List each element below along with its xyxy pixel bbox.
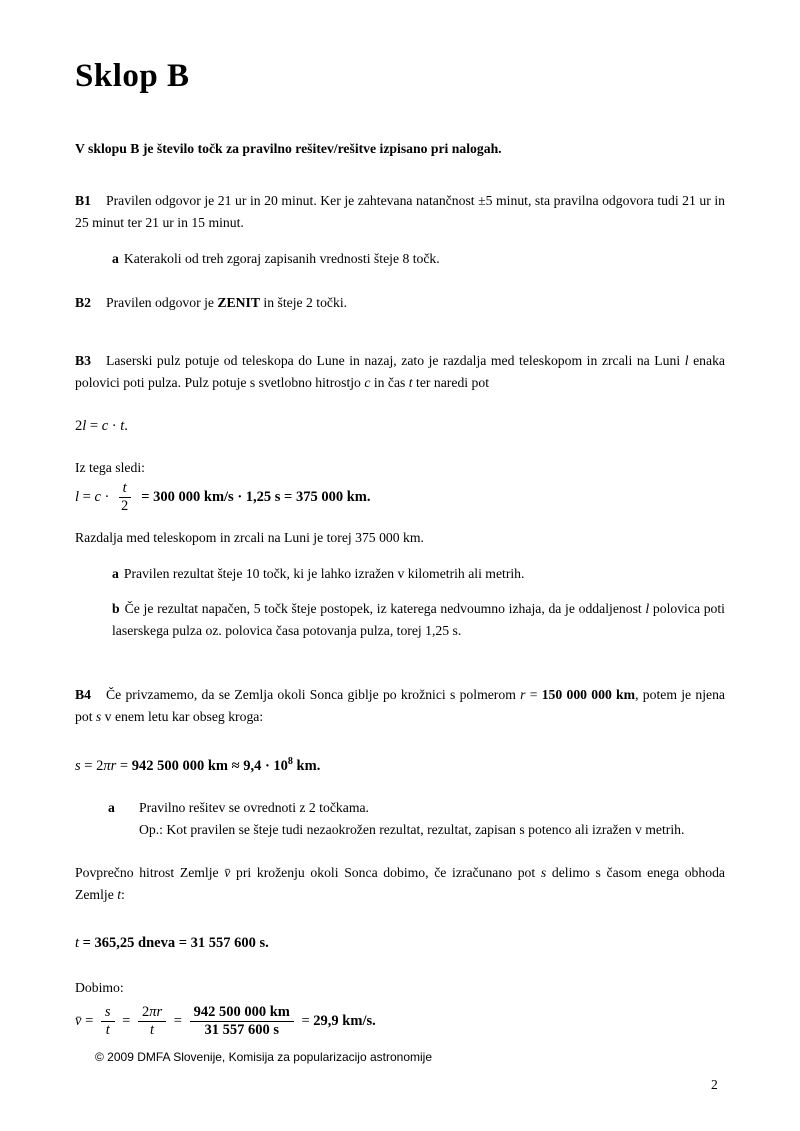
var-s: s (75, 757, 81, 774)
b1-text: Pravilen odgovor je 21 ur in 20 minut. Ker je zahtevana natančnost ±5 minut, sta pravilna odgovora tudi 21 ur in 25 minut ter 21 ur in 15 minut. (75, 193, 725, 230)
unit-km: km. (292, 757, 321, 774)
b3-text-4: ter naredi pot (412, 375, 490, 390)
b4-label: B4 (75, 686, 91, 702)
b3-item-a-label: a (112, 565, 119, 581)
b3-label: B3 (75, 353, 91, 368)
b3-paragraph (75, 350, 725, 394)
copyright-footer: © 2009 DMFA Slovenije, Komisija za popularizacijo astronomije (95, 1050, 433, 1064)
formula-l-result (75, 480, 725, 516)
b3-item-b-label: b (112, 600, 120, 616)
b4-text-1: Če privzamemo, da se Zemlja okoli Sonca giblje po krožnici s polmerom (106, 686, 521, 702)
fraction-2pir-over-t (138, 1004, 166, 1040)
b3-item-b-text-1: Če je rezultat napačen, 5 točk šteje postopek, iz katerega nedvoumno izhaja, da je oddaljenost (124, 600, 646, 616)
b2-answer: ZENIT (217, 295, 260, 310)
b2-text-pre: Pravilen odgovor je (106, 295, 218, 310)
equals: = (118, 1012, 134, 1029)
b4-lead-text: Dobimo: (75, 979, 124, 995)
fraction-numerator: t (119, 480, 131, 498)
equals: = (81, 1012, 97, 1029)
equals: = (525, 686, 542, 702)
pi-r: πr (149, 1003, 163, 1020)
var-t: t (408, 375, 413, 390)
b4-item-a-note: Op.: Kot pravilen se šteje tudi nezaokrožen rezultat, rezultat, zapisan s potenco ali izražen v metrih. (139, 821, 685, 837)
var-r: r (110, 757, 117, 774)
var-l: l (82, 418, 87, 434)
b3-item-a-text: Pravilen rezultat šteje 10 točk, ki je lahko izražen v kilometrih ali metrih. (123, 565, 525, 581)
b1-paragraph (75, 190, 725, 234)
b3-lead-text: Iz tega sledi: (75, 460, 145, 475)
b4-item-a (75, 797, 725, 841)
fraction-denominator: t (105, 1022, 110, 1038)
b3-text-3: in čas (370, 375, 409, 390)
b4-item-a-label: a (108, 799, 115, 815)
var-s: s (95, 708, 102, 724)
fraction-numerator: s (101, 1004, 115, 1022)
equals-2: = 2 (80, 757, 104, 774)
equals: = (170, 1012, 186, 1029)
period-value-bold: = 365,25 dneva = 31 557 600 s. (79, 934, 269, 951)
b4-item-a-content (139, 797, 725, 841)
b1-item-a-label: a (112, 251, 119, 266)
fraction-denominator: 2 (121, 498, 129, 515)
b3-item-b-text-2: polovica poti laserskega pulza oz. polovica časa potovanja pulza, torej 1,25 s. (112, 600, 725, 638)
velocity-paragraph (75, 862, 725, 906)
velocity-text-4: : (121, 886, 125, 902)
coef-2: 2 (141, 1003, 150, 1020)
var-r: r (520, 686, 526, 702)
b4-text-2: , potem je njena pot (75, 686, 726, 724)
var-t: t (117, 886, 121, 902)
fraction-t-over-2 (117, 480, 132, 516)
b2-text-post: in šteje 2 točki. (260, 295, 348, 310)
radius-value: 150 000 000 km (541, 686, 636, 702)
var-l: l (684, 353, 689, 368)
var-l: l (645, 600, 650, 616)
b4-item-a-line1: Pravilno rešitev se ovrednoti z 2 točkama. (139, 799, 369, 815)
b3-item-a (75, 563, 725, 585)
b2-label: B2 (75, 295, 91, 310)
fraction-denominator: t (150, 1022, 155, 1038)
var-l: l (75, 489, 80, 506)
velocity-text-1: Povprečno hitrost Zemlje (75, 864, 225, 880)
b1-item-a (75, 248, 725, 270)
formula-velocity (75, 1004, 725, 1040)
equals: = (116, 757, 132, 774)
equals: = (79, 489, 95, 506)
pi-symbol: π (103, 757, 111, 774)
fraction-numerator: 942 500 000 km (190, 1004, 294, 1022)
page-number: 2 (711, 1077, 718, 1092)
velocity-result: 29,9 km/s. (313, 1012, 376, 1029)
period: . (124, 418, 128, 434)
fraction-denominator: 31 557 600 s (204, 1022, 279, 1038)
approx-symbol: ≈ (227, 757, 244, 774)
dot-operator: · (108, 418, 121, 434)
scientific-value: 9,4 · 10 (243, 757, 288, 774)
formula-period (75, 932, 725, 954)
b3-text-1: Laserski pulz potuje od teleskopa do Lune in nazaj, zato je razdalja med teleskopom in zrcali na Luni (106, 353, 685, 368)
b2-paragraph (75, 292, 725, 314)
b3-result-sentence: Razdalja med teleskopom in zrcali na Luni je torej 375 000 km. (75, 529, 424, 545)
page-title: Sklop B (75, 58, 190, 94)
var-t: t (120, 418, 125, 434)
var-t: t (75, 934, 80, 951)
coef-2: 2 (75, 418, 83, 434)
velocity-text-2: pri kroženju okoli Sonca dobimo, če izračunano pot (230, 864, 541, 880)
formula-2l-ct (75, 415, 725, 437)
equals: = (297, 1012, 314, 1029)
var-c: c (364, 375, 371, 390)
circumference-value: 942 500 000 km (131, 757, 228, 774)
formula-circumference (75, 751, 725, 777)
b3-item-b (75, 598, 725, 642)
b1-label: B1 (75, 193, 91, 208)
fraction-numerator (138, 1004, 166, 1022)
var-v-bar: v̄ (75, 1012, 82, 1029)
formula-result-bold: = 300 000 km/s · 1,25 s = 375 000 km. (141, 489, 371, 506)
var-s: s (540, 864, 547, 880)
b4-paragraph (75, 684, 725, 728)
intro-line: V sklopu B je število točk za pravilno rešitev/rešitve izpisano pri nalogah. (75, 141, 502, 156)
var-v-bar: v̄ (224, 864, 231, 880)
dot-operator: · (100, 489, 113, 506)
equals: = (86, 418, 102, 434)
exponent: 8 (287, 755, 293, 767)
b1-item-a-text: Katerakoli od treh zgoraj zapisanih vrednosti šteje 8 točk. (123, 251, 440, 266)
var-c: c (101, 418, 109, 434)
b4-text-3: v enem letu kar obseg kroga: (101, 708, 264, 724)
fraction-s-over-t (101, 1004, 115, 1040)
var-c: c (94, 489, 101, 506)
velocity-text-3: delimo s časom enega obhoda Zemlje (75, 864, 725, 902)
fraction-distance-over-time (190, 1004, 294, 1040)
b3-text-2: enaka polovici poti pulza. Pulz potuje s svetlobno hitrostjo (75, 353, 725, 390)
